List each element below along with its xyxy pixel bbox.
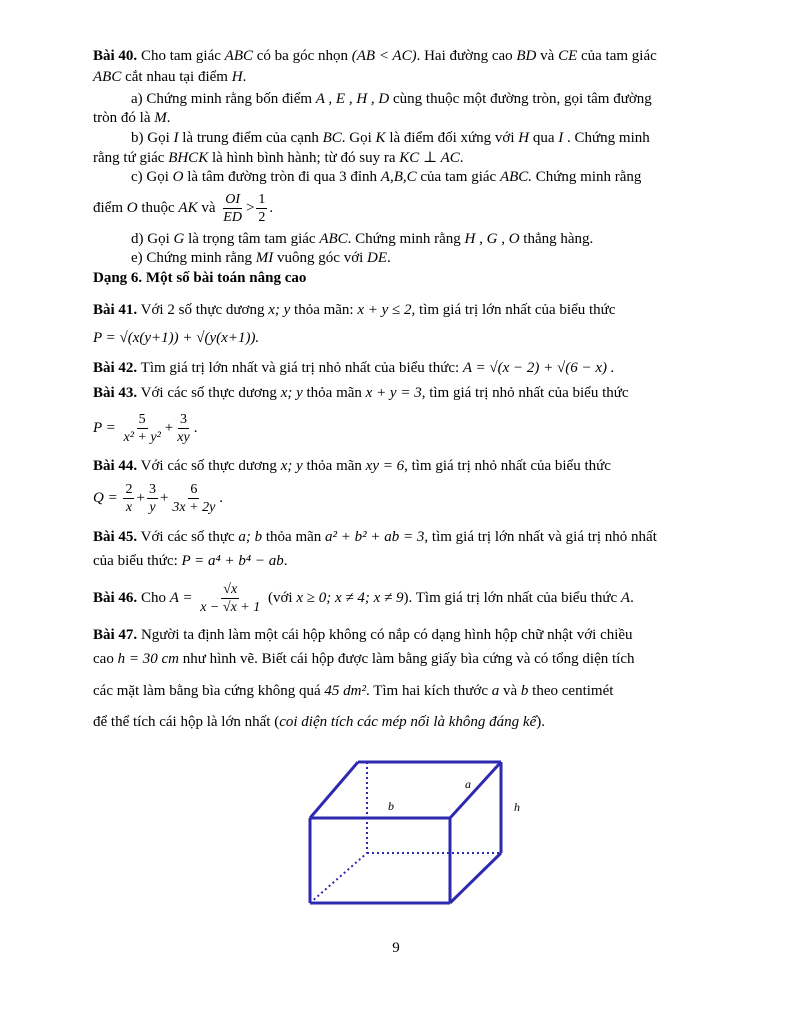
label-h: h — [514, 800, 520, 814]
page-number: 9 — [392, 940, 400, 956]
bai40-b-line1: b) Gọi I là trung điểm của cạnh BC. Gọi K là điểm đối xứng với H qua I . Chứng minh — [131, 130, 650, 146]
bai45-line2: của biểu thức: P = a⁴ + b⁴ − ab. — [93, 553, 288, 569]
label-b: b — [388, 799, 394, 813]
bai40-c-line2: điểm O thuộc AK và $\frac{OI}{ED}$ > $\frac{1}{2}$ . — [93, 192, 274, 226]
bai41-line1: Bài 41. Với 2 số thực dương x; y thỏa mãn: x + y ≤ 2, tìm giá trị lớn nhất của biểu thức — [93, 302, 616, 318]
bai40-d-line: d) Gọi G là trọng tâm tam giác ABC. Chứng minh rằng H , G , O thẳng hàng. — [131, 231, 594, 247]
bai47-line3: các mặt làm bằng bìa cứng không quá 45 dm². Tìm hai kích thước a và b theo centimét — [93, 683, 614, 699]
bai43-expression: P = $\frac{5}{\text{x² + y²}}$ + $\frac{3}{xy}$ . — [93, 412, 198, 446]
bai47-line4: để thể tích cái hộp là lớn nhất (coi diện tích các mép nối là không đáng kể). — [93, 714, 545, 730]
bai41-expression: P = √(x(y+1)) + √(y(x+1)). — [93, 330, 260, 346]
fraction-one-half: $\frac{1}{2}$ — [258, 192, 266, 226]
bai40-line1: Bài 40. Cho tam giác ABC có ba góc nhọn (AB < AC). Hai đường cao BD và CE của tam giác — [93, 48, 657, 64]
bai46-line: Bài 46. Cho A = $\frac{√x}{x - √x + 1}$ (với x ≥ 0; x ≠ 4; x ≠ 9). Tìm giá trị lớn nhất của biểu thức A. — [93, 582, 634, 616]
box-solid-edges — [310, 762, 501, 903]
fraction-bai46: $\frac{√x}{x - √x + 1}$ — [200, 582, 261, 616]
bai40-a-line1: a) Chứng minh rằng bốn điểm A , E , H , D cùng thuộc một đường tròn, gọi tâm đường — [131, 91, 652, 107]
bai44-line1: Bài 44. Với các số thực dương x; y thỏa mãn xy = 6, tìm giá trị nhỏ nhất của biểu thức — [93, 458, 611, 474]
bai40-a-line2: tròn đó là M. — [93, 110, 171, 126]
bai43-line1: Bài 43. Với các số thực dương x; y thỏa mãn x + y = 3, tìm giá trị nhỏ nhất của biểu thức — [93, 385, 629, 401]
bai42-line: Bài 42. Tìm giá trị lớn nhất và giá trị nhỏ nhất của biểu thức: A = √(x − 2) + √(6 − x) . — [93, 360, 615, 376]
bai44-expression: Q = $\frac{2}{x}$ + $\frac{3}{y}$ + $\frac{6}{3x + 2y}$ . — [93, 482, 224, 516]
bai40-line2: ABC cắt nhau tại điểm H. — [93, 69, 247, 85]
bai47-line2: cao h = 30 cm như hình vẽ. Biết cái hộp được làm bằng giấy bìa cứng và có tổng diện tích — [93, 651, 635, 667]
box-figure — [300, 755, 525, 905]
bai40-c-line1: c) Gọi O là tâm đường tròn đi qua 3 đỉnh A,B,C của tam giác ABC. Chứng minh rằng — [131, 169, 642, 185]
fraction-oi-ed: $\frac{OI}{ED}$ — [223, 192, 242, 226]
label-a: a — [465, 777, 471, 791]
section-heading: Dạng 6. Một số bài toán nâng cao — [93, 270, 307, 286]
bai40-e-line: e) Chứng minh rằng MI vuông góc với DE. — [131, 250, 391, 266]
bai40-b-line2: rằng tứ giác BHCK là hình bình hành; từ đó suy ra KC ⊥ AC. — [93, 150, 464, 166]
bai47-line1: Bài 47. Người ta định làm một cái hộp không có nắp có dạng hình hộp chữ nhật với chiều — [93, 627, 633, 643]
bai45-line1: Bài 45. Với các số thực a; b thỏa mãn a² + b² + ab = 3, tìm giá trị lớn nhất và giá trị nhỏ nhất — [93, 529, 657, 545]
bai40-title: Bài 40. — [93, 48, 138, 64]
